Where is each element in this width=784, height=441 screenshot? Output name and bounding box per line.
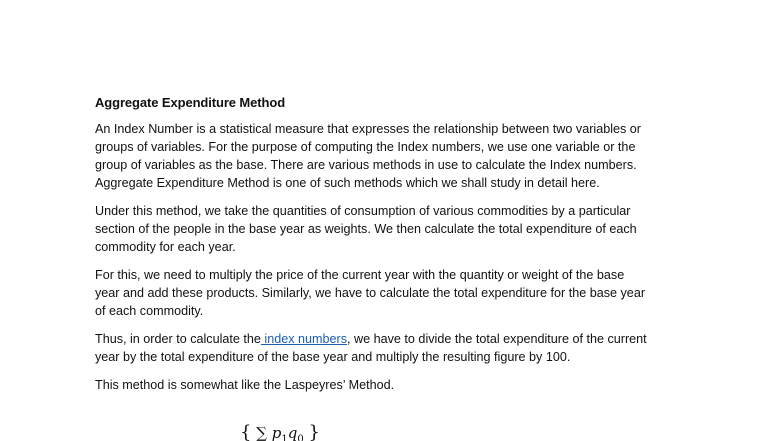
text-line: of each commodity. xyxy=(95,304,204,318)
text-line: For this, we need to multiply the price of the current year with the quantity or weight of the base xyxy=(95,268,625,282)
paragraph-laspeyres xyxy=(95,376,695,394)
formula-p-subscript: 1 xyxy=(281,434,288,441)
paragraph-index-link xyxy=(95,330,695,366)
index-numbers-link[interactable]: index numbers xyxy=(260,332,348,346)
document-body xyxy=(95,94,695,404)
formula-p: p xyxy=(271,424,282,441)
formula-close-brace: } xyxy=(308,422,320,441)
text-line: An Index Number is a statistical measure that expresses the relationship between two variables or xyxy=(95,122,642,136)
text-line xyxy=(95,330,695,348)
formula-q: q xyxy=(287,424,298,441)
paragraph-method xyxy=(95,202,695,256)
formula-open-brace: { xyxy=(240,422,252,441)
text-fragment: Thus, in order to calculate the xyxy=(95,332,261,346)
text-line: Under this method, we take the quantities of consumption of various commodities by a particular xyxy=(95,204,631,218)
text-line: group of variables as the base. There are various methods in use to calculate the Index numbers. xyxy=(95,158,637,172)
text-fragment: , we have to divide the total expenditure of the current xyxy=(347,332,647,346)
formula-q-subscript: 0 xyxy=(297,434,304,441)
text-line: groups of variables. For the purpose of computing the Index numbers, we use one variable or the xyxy=(95,140,636,154)
text-line: year by the total expenditure of the base year and multiply the resulting figure by 100. xyxy=(95,350,571,364)
formula-sigma: ∑ xyxy=(256,424,267,441)
text-line: section of the people in the base year as weights. We then calculate the total expenditure of each xyxy=(95,222,637,236)
text-line: Aggregate Expenditure Method is one of such methods which we shall study in detail here. xyxy=(95,176,600,190)
paragraph-calculation xyxy=(95,266,695,320)
text-line: commodity for each year. xyxy=(95,240,236,254)
text-line: year and add these products. Similarly, we have to calculate the total expenditure for the base year xyxy=(95,286,646,300)
formula xyxy=(240,424,320,441)
text-line: This method is somewhat like the Laspeyres’ Method. xyxy=(95,378,395,392)
paragraph-intro xyxy=(95,120,695,192)
page-title: Aggregate Expenditure Method xyxy=(95,95,286,110)
